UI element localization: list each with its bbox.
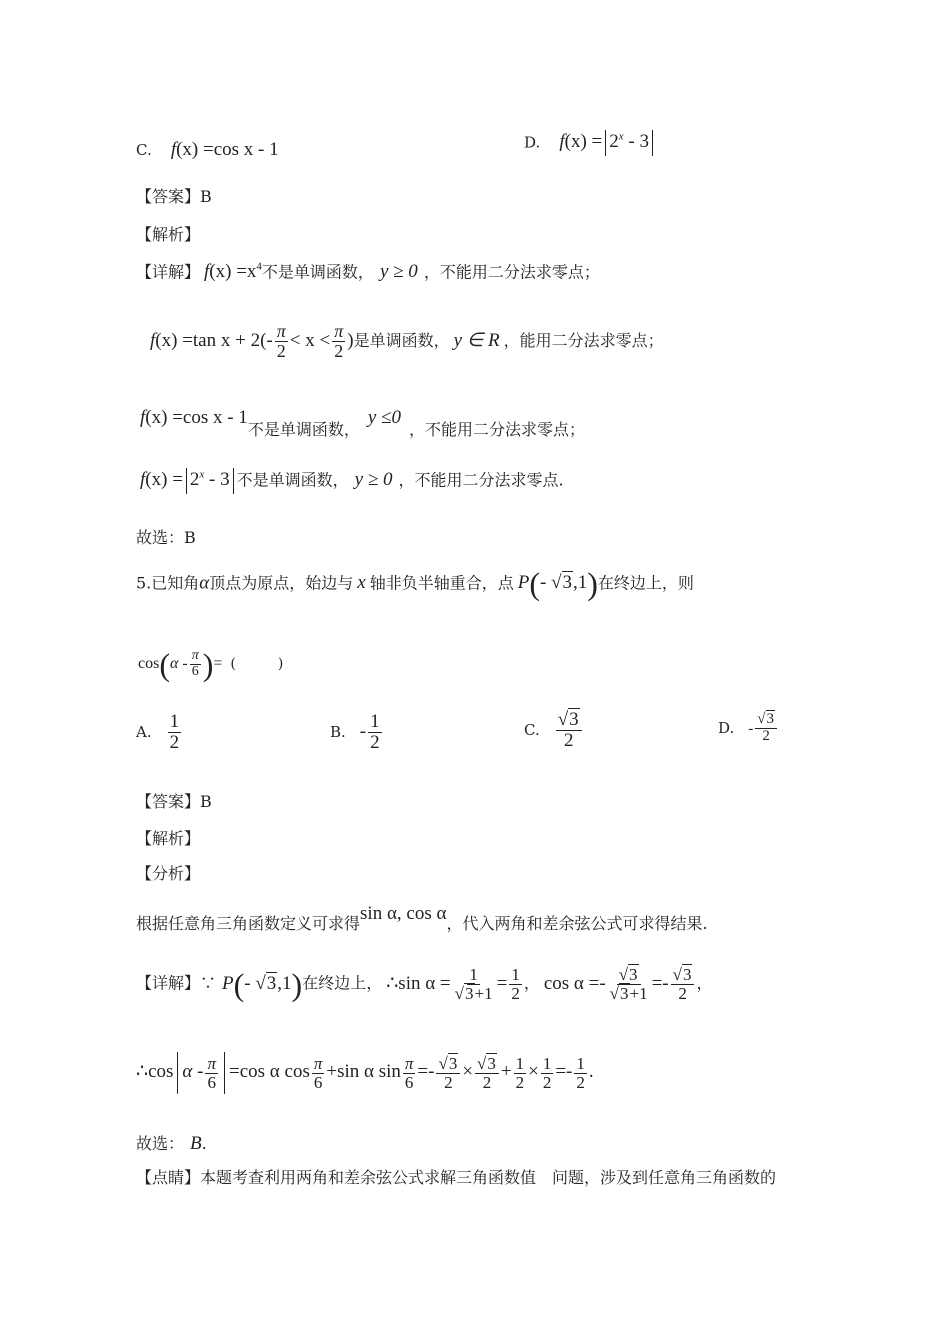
q5-dianjing: 【点睛】本题考查利用两角和差余弦公式求解三角函数值 问题，涉及到任意角三角函数的 xyxy=(136,1168,777,1187)
q5-fenxi: 【分析】 xyxy=(136,864,201,883)
q5-stem: 5.已知角α顶点为原点，始边与 x 轴非负半轴重合，点 P(- √3,1)在终边上，则 xyxy=(136,566,694,602)
q4-detail-line-2: f(x) =tan x + 2(- $\frac{\pi}{2}$ < x < $\frac{\pi}{2}$ )是单调函数， y ∈ R ，能用二分法求零点； xyxy=(150,321,664,361)
option-c-label: C. xyxy=(136,141,152,159)
q5-option-d: D. - $\frac{√3}{2}$ xyxy=(718,712,779,745)
q5-option-b: B. - $\frac{1}{2}$ xyxy=(330,711,380,753)
option-c-arg: (x) xyxy=(176,139,199,160)
option-c-f: f xyxy=(170,139,177,160)
q5-option-c: C. $\frac{√3}{2}$ xyxy=(524,710,584,751)
option-d-f: f xyxy=(559,131,565,153)
q4-detail-line-4: $f(x) = 2^x - 3$ 不是单调函数， y ≥ 0 ，不能用二分法求零点. xyxy=(140,468,564,494)
q5-detail-line-1: 【详解】∵ P(- √3,1)在终边上， ∴sin α = $\frac{1}{√3+1}$ = $\frac{1}{2}$ ， cos α =- $\frac{√3}{√3+1}$ =- $\frac{√3}{2}$ ， xyxy=(136,965,713,1003)
q5-analysis: 【解析】 xyxy=(136,829,201,848)
q5-detail-line-2: ∴cos α - $\frac{\pi}{6}$ =cos α cos $\frac{\pi}{6}$ +sin α sin $\frac{\pi}{6}$ =- $\frac{√3}{2}$ × $\frac{√3}{2}$ + $\frac{1}{2}$ × $\frac{1}{2}$ =- $\frac{1}{2}$ . xyxy=(136,1052,594,1094)
option-d xyxy=(524,130,656,156)
option-d-eq: = xyxy=(591,131,603,153)
q4-analysis: 【解析】 xyxy=(136,225,201,244)
q4-detail-line-3: f(x) =cos x - 1不是单调函数，y ≤0，不能用二分法求零点； xyxy=(140,407,585,439)
option-d-rest: - 3 xyxy=(628,131,649,153)
q5-answer: 【答案】B xyxy=(136,792,212,811)
q5-fenxi-text: 根据任意角三角函数定义可求得sin α, cos α，代入两角和差余弦公式可求得结果. xyxy=(136,903,708,933)
paren-right-icon: ) xyxy=(202,646,214,682)
option-d-exp: x xyxy=(618,131,624,144)
option-d-base: 2 xyxy=(609,131,619,153)
q4-choice: 故选：B xyxy=(136,528,196,547)
option-c xyxy=(136,140,279,159)
q5-choice: 故选： B. xyxy=(136,1133,207,1154)
q5-option-a: A. $\frac{1}{2}$ xyxy=(136,711,180,753)
q4-detail-line-1: 【详解】 $f(x) =x^4$不是单调函数， y ≥ 0 ，不能用二分法求零点； xyxy=(136,261,600,283)
paren-left-icon: ( xyxy=(159,646,170,682)
option-d-arg: (x) xyxy=(564,131,587,153)
q4-answer: 【答案】B xyxy=(136,187,212,206)
q5-expression: cos(α - $\frac{\pi}{6}$ )= ( ) xyxy=(138,646,284,682)
option-d-label: D. xyxy=(524,133,541,152)
option-c-rhs: =cos x - 1 xyxy=(203,139,279,160)
